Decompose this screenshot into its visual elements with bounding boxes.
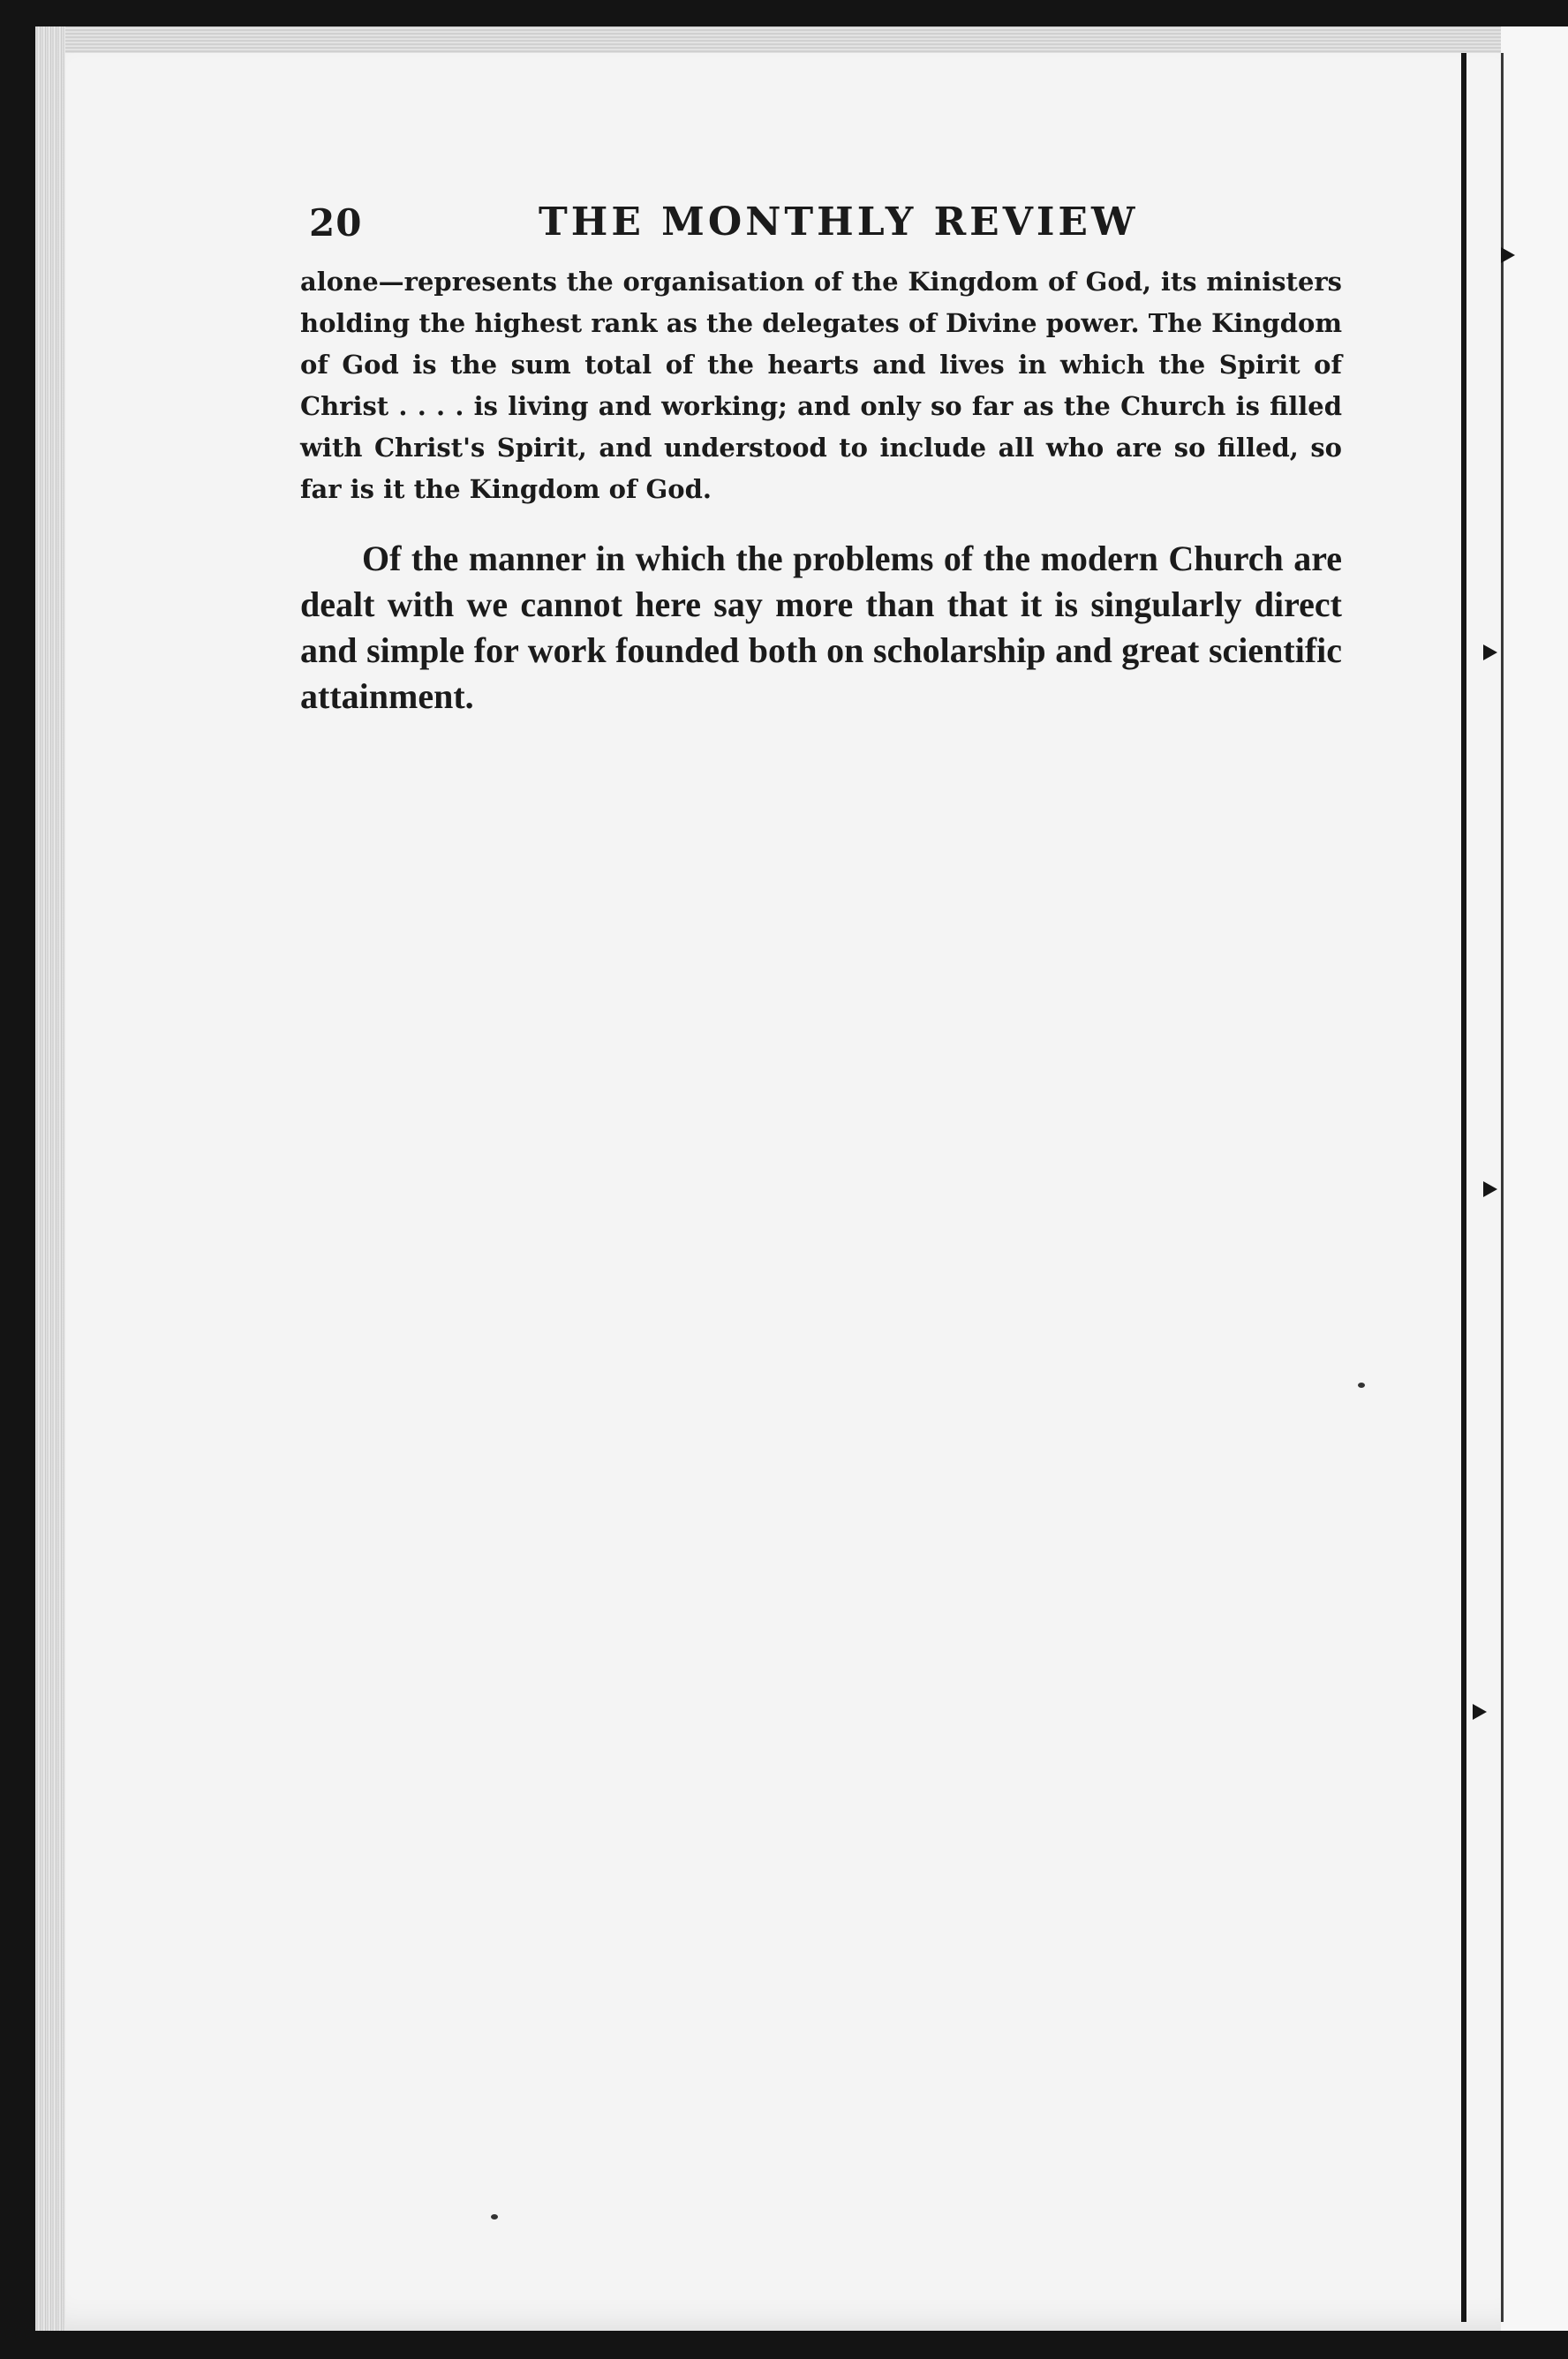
running-head <box>300 194 1351 256</box>
body-paragraph: Of the manner in which the problems of the modern Church are dealt with we cannot here say more than that it is singularly direct and simple for work founded both on scholarship and great scientific attainment. <box>300 539 1342 716</box>
gutter-line <box>1461 53 1466 2322</box>
page-edges <box>35 26 65 2331</box>
gutter-line-secondary <box>1501 53 1504 2322</box>
page-number: 20 <box>309 201 363 245</box>
ink-speck <box>1358 1383 1365 1388</box>
page-content <box>300 194 1351 755</box>
quoted-passage: alone—represents the organisation of the Kingdom of God, its ministers holding the highest rank as the delegates of Divine power. The Kingdom of God is the sum total of the hearts and lives in which the Spirit of Christ . . . . is living and working; and only so far as the Church is filled with Christ's Spirit, and understood to include all who are so filled, so far is it the Kingdom of God. <box>300 267 1342 504</box>
journal-title: THE MONTHLY REVIEW <box>539 200 1139 245</box>
ink-speck <box>491 2214 498 2220</box>
facing-page-strip <box>1501 26 1568 2331</box>
page-top-edge <box>65 26 1504 53</box>
